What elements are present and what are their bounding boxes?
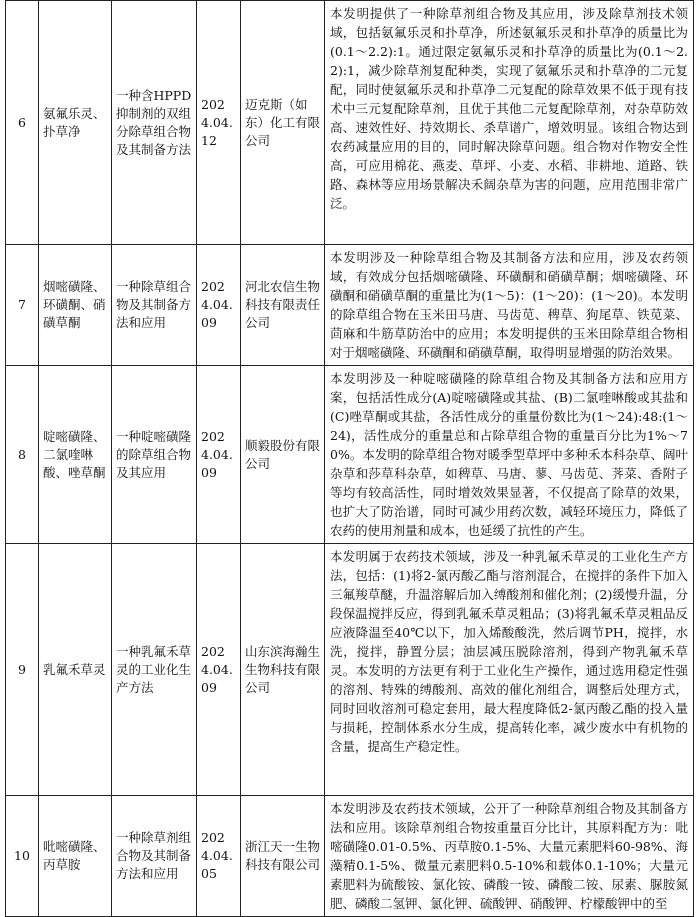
publication-date: 2024.04.05 — [197, 796, 241, 917]
patent-title: 一种乳氟禾草灵的工业化生产方法 — [112, 544, 197, 796]
publication-date: 2024.04.09 — [197, 245, 241, 366]
row-number: 9 — [6, 544, 39, 796]
publication-date: 2024.04.09 — [197, 544, 241, 796]
abstract: 本发明提供了一种除草剂组合物及其应用，涉及除草剂技术领域，包括氨氟乐灵和扑草净，所述氨氟乐灵和扑草净的质量比为(0.1～2.2):1。通过限定氨氟乐灵和扑草净的质量比为(0.1～2.2):1，减少除草剂复配种类，实现了氨氟乐灵和扑草净的二元复配，同时使氨氟乐灵和扑草净二元复配的除草效果不低于现有技术中三元复配除草剂，且优于其他二元复配除草剂，对杂草防效高、速效性好、持效期长、杀草谱广，增效明显。该组合物达到农药减量应用的目的，同时解决除草问题。组合物对作物安全性高，可应用棉花、燕麦、草坪、小麦、水稻、非耕地、道路、铁路、森林等应用场景解决禾阔杂草为害的问题，应用范围非常广泛。 — [325, 1, 694, 245]
active-ingredients: 吡嘧磺隆、丙草胺 — [39, 796, 112, 917]
abstract: 本发明属于农药技术领域，涉及一种乳氟禾草灵的工业化生产方法，包括：(1)将2-氯丙酸乙酯与溶剂混合，在搅拌的条件下加入三氟羧草醚，升温溶解后加入缚酸剂和催化剂；(2)缓慢升温，分段保温搅拌反应，得到乳氟禾草灵粗品；(3)将乳氟禾草灵粗品反应液降温至40℃以下，加入烯酸酸洗，然后调节PH，搅拌，水洗，搅拌，静置分层；油层减压脱除溶剂，得到产物乳氟禾草灵。本发明的方法更有利于工业化生产操作，通过选用稳定性强的溶剂、特殊的缚酸剂、高效的催化剂组合，调整后处理方式，同时回收溶剂可稳定套用，最大程度降低2-氯丙酸乙酯的投入量与损耗，控制体系水分生成，提高转化率，减少废水中有机物的含量，提高生产稳定性。 — [325, 544, 694, 796]
applicant: 河北农信生物科技有限责任公司 — [241, 245, 325, 366]
active-ingredients: 乳氟禾草灵 — [39, 544, 112, 796]
row-number: 6 — [6, 1, 39, 245]
patent-table — [5, 0, 694, 917]
abstract: 本发明涉及一种啶嘧磺隆的除草组合物及其制备方法和应用方案，包括活性成分(A)啶嘧磺隆或其盐、(B)二氯喹啉酸或其盐和(C)唑草酮或其盐，各活性成分的重量份数比为(1～24):48:(1～24)，活性成分的重量总和占除草组合物的重量百分比为1%～70%。本发明的除草组合物对暖季型草坪中多种禾本科杂草、阔叶杂草和莎草科杂草，如稗草、马唐、蓼、马齿苋、荠菜、香附子等均有较高活性，同时增效效果显著，不仅提高了除草的效果，也扩大了防治谱，同时可减少用药次数，减轻环境压力，降低了农药的使用剂量和成本，也延缓了抗性的产生。 — [325, 366, 694, 544]
applicant: 山东滨海瀚生生物科技有限公司 — [241, 544, 325, 796]
row-number: 7 — [6, 245, 39, 366]
publication-date: 2024.04.12 — [197, 1, 241, 245]
patent-title: 一种除草组合物及其制备方法和应用 — [112, 245, 197, 366]
row-number: 10 — [6, 796, 39, 917]
abstract: 本发明涉及农药技术领域，公开了一种除草剂组合物及其制备方法和应用。该除草剂组合物按重量百分比计，其原料配方为：吡嘧磺隆0.01-0.5%、丙草胺0.1-5%、大量元素肥料60-98%、海藻精0.1-5%、微量元素肥料0.5-10%和载体0.1-10%；大量元素肥料为硫酸铵、氯化铵、磷酸一铵、磷酸二铵、尿素、脲胺氮肥、磷酸二氢钾、氯化钾、硫酸钾、硝酸钾、柠檬酸钾中的至 — [325, 796, 694, 917]
table-row — [6, 1, 694, 245]
active-ingredients: 氨氟乐灵、扑草净 — [39, 1, 112, 245]
applicant: 迈克斯（如东）化工有限公司 — [241, 1, 325, 245]
applicant: 浙江天一生物科技有限公司 — [241, 796, 325, 917]
table-row — [6, 245, 694, 366]
table-row — [6, 366, 694, 544]
active-ingredients: 啶嘧磺隆、二氯喹啉酸、唑草酮 — [39, 366, 112, 544]
applicant: 顺毅股份有限公司 — [241, 366, 325, 544]
abstract: 本发明涉及一种除草组合物及其制备方法和应用，涉及农药领域，有效成分包括烟嘧磺隆、环磺酮和硝磺草酮；烟嘧磺隆、环磺酮和硝磺草酮的重量比为(1～5)：(1～20)：(1～20)。本发明的除草组合物在玉米田马唐、马齿苋、稗草、狗尾草、铁苋菜、茴麻和牛筋草防治中的应用；本发明提供的玉米田除草组合物相对于烟嘧磺隆、环磺酮和硝磺草酮，取得明显增强的防治效果。 — [325, 245, 694, 366]
patent-title: 一种除草剂组合物及其制备方法和应用 — [112, 796, 197, 917]
table-row — [6, 544, 694, 796]
publication-date: 2024.04.09 — [197, 366, 241, 544]
patent-title: 一种啶嘧磺隆的除草组合物及其应用 — [112, 366, 197, 544]
table-row — [6, 796, 694, 917]
patent-title: 一种含HPPD抑制剂的双组分除草组合物及其制备方法 — [112, 1, 197, 245]
active-ingredients: 烟嘧磺隆、环磺酮、硝磺草酮 — [39, 245, 112, 366]
row-number: 8 — [6, 366, 39, 544]
